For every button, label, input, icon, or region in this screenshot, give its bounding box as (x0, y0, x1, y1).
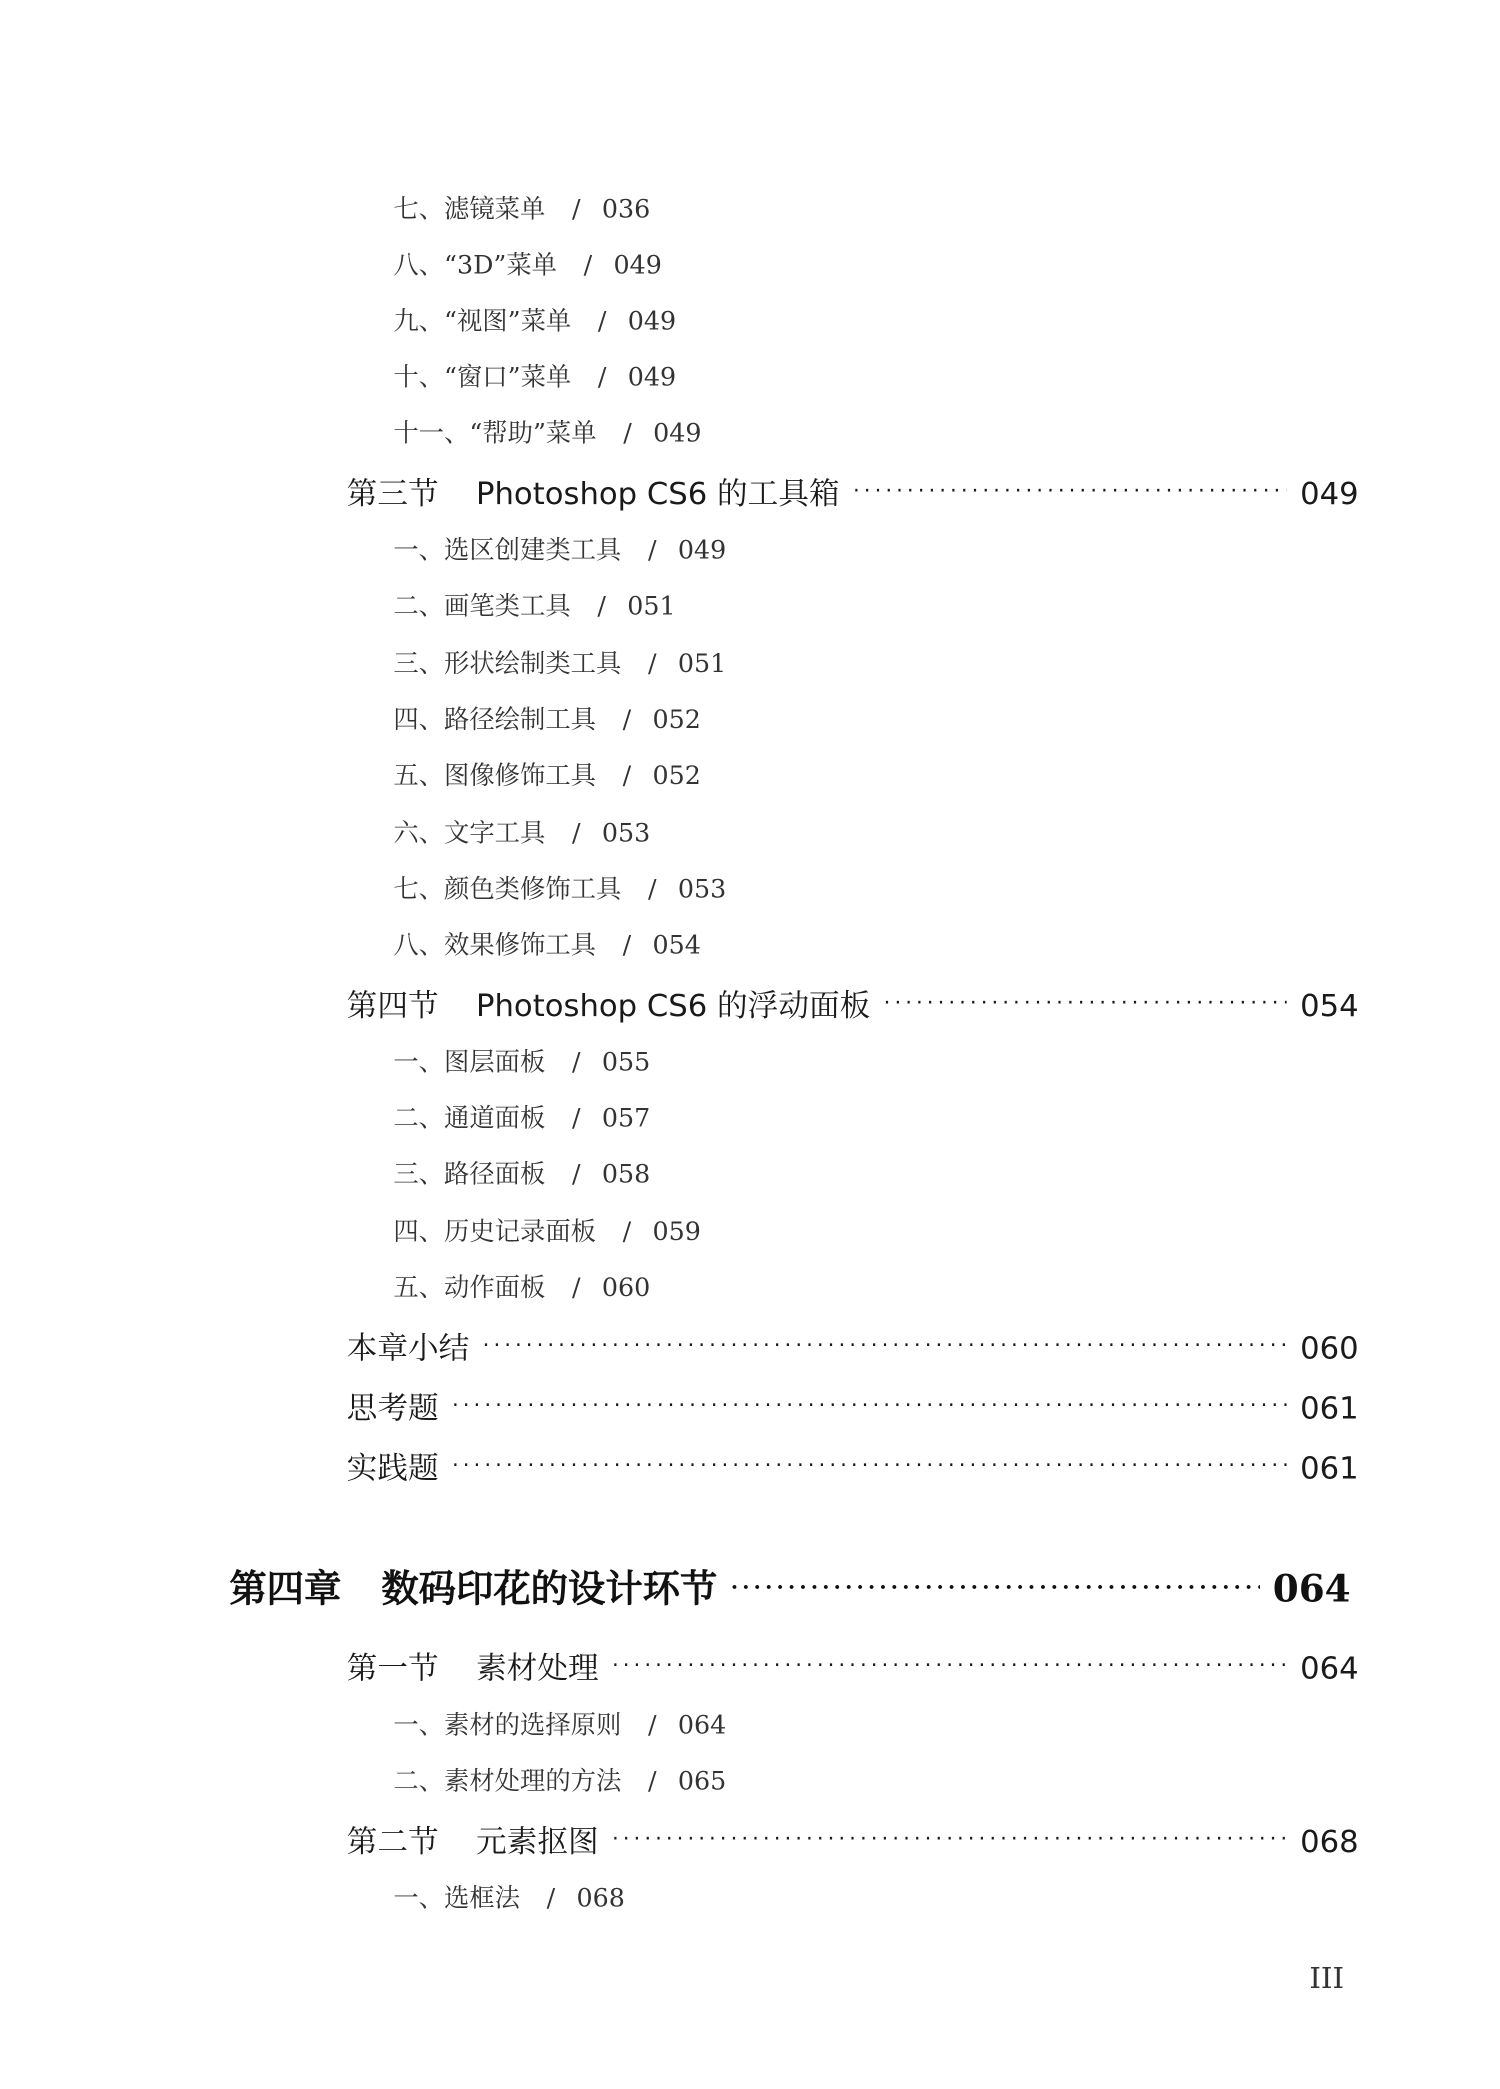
entry-title: 九、“视图”菜单 (393, 306, 572, 336)
entry-page: 068 (576, 1883, 625, 1914)
entry-page: 057 (601, 1103, 651, 1134)
toc-entry[interactable] (393, 1160, 650, 1189)
toc-entry[interactable] (393, 1048, 650, 1077)
entry-title: 十一、“帮助”菜单 (393, 418, 597, 448)
toc-entry[interactable] (393, 1273, 650, 1302)
entry-page: 054 (652, 930, 701, 960)
entry-title: 一、选区创建类工具 (393, 535, 622, 566)
entry-title: 三、形状绘制类工具 (393, 649, 622, 679)
entry-title: 六、文字工具 (393, 818, 546, 848)
entry-page: 055 (601, 1047, 651, 1078)
separator: / (648, 535, 657, 566)
entry-title: 十、“窗口”菜单 (393, 362, 572, 392)
separator: / (622, 761, 632, 791)
dot-leader (884, 984, 1287, 1021)
entry-page: 049 (677, 535, 727, 566)
entry-page: 053 (601, 818, 651, 848)
separator: / (648, 874, 657, 904)
entry-title: 一、选框法 (393, 1883, 521, 1914)
separator: / (572, 1273, 581, 1303)
section-page: 054 (1300, 989, 1359, 1024)
toc-entry[interactable] (393, 705, 701, 734)
dot-leader (612, 1647, 1287, 1684)
entry-title: 二、画笔类工具 (393, 591, 571, 622)
dot-leader (612, 1820, 1287, 1857)
dot-leader (452, 1387, 1287, 1424)
questions-heading[interactable] (347, 1391, 1359, 1431)
toc-entry[interactable] (393, 536, 726, 565)
toc-entry[interactable] (393, 419, 701, 448)
separator: / (648, 1710, 657, 1740)
separator: / (622, 705, 632, 735)
separator: / (597, 306, 607, 336)
entry-page: 064 (677, 1710, 727, 1740)
entry-title: 二、素材处理的方法 (393, 1766, 622, 1796)
entry-title: 一、素材的选择原则 (393, 1710, 622, 1740)
separator: / (583, 250, 593, 280)
entry-page: 058 (601, 1159, 651, 1190)
toc-entry[interactable] (393, 307, 676, 336)
separator: / (572, 1047, 581, 1078)
entry-title: 五、动作面板 (393, 1273, 546, 1303)
section-heading[interactable] (347, 1651, 1359, 1691)
toc-entry[interactable] (393, 1217, 701, 1246)
toc-entry[interactable] (393, 931, 701, 960)
separator: / (597, 362, 607, 392)
entry-page: 051 (677, 649, 727, 679)
toc-entry[interactable] (393, 195, 650, 224)
toc-entry[interactable] (393, 761, 701, 790)
section-heading[interactable] (347, 1824, 1359, 1864)
separator: / (648, 1766, 657, 1796)
practice-page: 061 (1300, 1451, 1359, 1487)
practice-heading[interactable] (347, 1451, 1359, 1491)
entry-page: 049 (653, 418, 702, 448)
dot-leader (853, 472, 1287, 509)
entry-title: 八、“3D”菜单 (393, 250, 557, 280)
separator: / (597, 591, 606, 622)
toc-entry[interactable] (393, 875, 726, 904)
separator: / (648, 649, 657, 679)
entry-title: 七、颜色类修饰工具 (393, 874, 622, 904)
practice-label: 实践题 (346, 1451, 439, 1487)
dot-leader (452, 1447, 1287, 1484)
section-page: 068 (1300, 1825, 1359, 1860)
chapter-title: 数码印花的设计环节 (381, 1566, 718, 1611)
separator: / (546, 1883, 556, 1914)
separator: / (622, 930, 632, 960)
toc-entry[interactable] (393, 819, 650, 848)
section-label: 第三节 (346, 477, 439, 512)
toc-entry[interactable] (393, 1767, 726, 1796)
entry-page: 052 (652, 705, 701, 735)
entry-title: 四、路径绘制工具 (393, 705, 597, 735)
separator: / (572, 818, 581, 848)
section-label: 第一节 (346, 1651, 439, 1687)
page-number: III (1309, 1962, 1345, 1996)
entry-title: 三、路径面板 (393, 1159, 546, 1190)
chapter-heading[interactable] (229, 1567, 1350, 1618)
entry-page: 065 (677, 1766, 727, 1796)
chapter-label: 第四章 (229, 1566, 342, 1611)
toc-entry[interactable] (393, 251, 662, 280)
entry-page: 059 (652, 1217, 701, 1247)
entry-title: 四、历史记录面板 (393, 1217, 597, 1247)
separator: / (572, 1103, 581, 1134)
entry-page: 049 (627, 362, 677, 392)
entry-title: 一、图层面板 (393, 1047, 546, 1078)
questions-page: 061 (1300, 1391, 1359, 1427)
section-title: Photoshop CS6 的工具箱 (475, 477, 840, 512)
toc-entry[interactable] (393, 649, 726, 678)
summary-label: 本章小结 (346, 1331, 470, 1367)
section-label: 第四节 (346, 989, 439, 1024)
section-heading[interactable] (347, 988, 1359, 1028)
toc-entry[interactable] (393, 1884, 625, 1913)
section-heading[interactable] (347, 476, 1359, 516)
entry-page: 049 (627, 306, 677, 336)
toc-entry[interactable] (393, 1104, 650, 1133)
entry-title: 二、通道面板 (393, 1103, 546, 1134)
entry-page: 036 (601, 194, 651, 224)
toc-entry[interactable] (393, 592, 675, 621)
dot-leader (731, 1565, 1260, 1610)
toc-entry[interactable] (393, 363, 676, 392)
entry-page: 060 (601, 1273, 651, 1303)
section-title: 素材处理 (475, 1651, 599, 1687)
separator: / (572, 1159, 581, 1190)
section-title: 元素抠图 (475, 1825, 599, 1860)
summary-heading[interactable] (347, 1331, 1359, 1371)
section-title: Photoshop CS6 的浮动面板 (475, 989, 871, 1024)
chapter-page: 064 (1272, 1566, 1351, 1611)
separator: / (572, 194, 581, 224)
entry-page: 053 (677, 874, 727, 904)
entry-title: 八、效果修饰工具 (393, 930, 597, 960)
separator: / (623, 418, 632, 448)
entry-page: 051 (627, 591, 676, 622)
section-page: 049 (1300, 477, 1359, 512)
entry-page: 049 (613, 250, 662, 280)
entry-title: 五、图像修饰工具 (393, 761, 597, 791)
questions-label: 思考题 (346, 1391, 439, 1427)
section-label: 第二节 (346, 1825, 439, 1860)
entry-page: 052 (652, 761, 701, 791)
toc-entry[interactable] (393, 1711, 726, 1740)
section-page: 064 (1300, 1651, 1359, 1687)
dot-leader (483, 1327, 1287, 1364)
summary-page: 060 (1300, 1331, 1359, 1367)
separator: / (622, 1217, 632, 1247)
entry-title: 七、滤镜菜单 (393, 194, 546, 224)
